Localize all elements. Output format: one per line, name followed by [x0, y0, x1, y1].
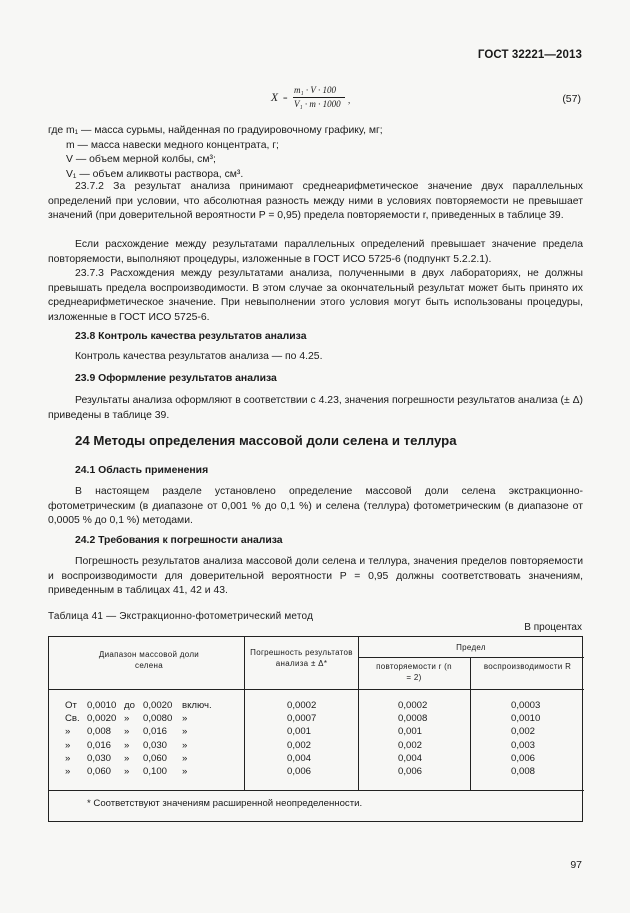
col-header-range: Диапазон массовой доли селена — [98, 650, 200, 670]
table-cell: » — [65, 726, 71, 738]
paragraph-23-7-3: 23.7.3 Расхождения между результатами анализа, полученными в двух лабораториях, не должны превышать предела воспроизводимости. В этом случае за окончательный результат может быть принято их среднеарифметическое значение. При невыполнении этого условия могут быть использованы процедуры, изложенные в ГОСТ ИСО 5725-6. — [48, 268, 583, 323]
table-cell: 0,0003 — [511, 700, 541, 711]
table-cell: 0,001 — [398, 726, 423, 738]
formula-numerator: m₁ · V · 100 — [294, 85, 336, 95]
heading-23-9: 23.9 Оформление результатов анализа — [75, 373, 277, 384]
table-cell: 0,001 — [287, 726, 312, 738]
table-cell: включ. — [182, 700, 212, 711]
table-cell: 0,0008 — [398, 713, 428, 725]
table-cell: » — [124, 739, 130, 751]
heading-24-2: 24.2 Требования к погрешности анализа — [75, 535, 283, 546]
def-m1: m₁ — масса сурьмы, найденная по градуировочному графику, мг; — [66, 125, 383, 136]
table-cell: 0,0020 — [87, 713, 117, 725]
table-cell: » — [124, 726, 130, 738]
paragraph-23-7-2: 23.7.2 За результат анализа принимают среднеарифметическое значение двух параллельных определений при условии, что абсолютная разность между ними в условиях повторяемости не превышает значений (при доверительной вероятности P = 0,95) предела повторяемости r, приведенных в таблице 39. — [48, 181, 583, 222]
table-cell: 0,030 — [143, 739, 168, 751]
table-cell: 0,006 — [287, 766, 312, 777]
table-cell: 0,0007 — [287, 713, 317, 725]
table-cell: 0,016 — [87, 739, 112, 751]
row-divider — [49, 790, 584, 791]
heading-24: 24 Методы определения массовой доли селена и теллура — [75, 433, 457, 448]
formula-57 — [0, 83, 630, 123]
table-cell: 0,003 — [511, 739, 536, 751]
table-cell: » — [182, 766, 188, 777]
formula-number: (57) — [562, 93, 581, 105]
table-cell: 0,006 — [511, 752, 536, 764]
paragraph-23-9: Результаты анализа оформляют в соответствии с 4.23, значения погрешности результатов анализа (± Δ) приведены в таблице 39. — [48, 395, 583, 421]
table-cell: 0,0020 — [143, 700, 173, 711]
table-cell: 0,006 — [398, 766, 423, 777]
heading-23-8: 23.8 Контроль качества результатов анализа — [75, 331, 307, 342]
def-m: m — масса навески медного концентрата, г; — [66, 140, 279, 151]
table-cell: » — [182, 713, 188, 725]
def-V1: V₁ — объем аликвоты раствора, см³. — [66, 169, 244, 180]
table-cell: От — [65, 700, 77, 711]
table-cell: » — [182, 726, 188, 738]
table-cell: 0,004 — [398, 752, 423, 764]
table-cell: 0,002 — [398, 739, 423, 751]
col-divider — [244, 637, 245, 790]
table-cell: 0,016 — [143, 726, 168, 738]
table-cell: 0,100 — [143, 766, 168, 777]
col-header-limit: Предел — [456, 643, 486, 652]
col-divider — [358, 637, 359, 790]
table-cell: » — [65, 752, 71, 764]
table-41 — [48, 636, 583, 822]
heading-24-1: 24.1 Область применения — [75, 465, 209, 476]
table-cell: » — [182, 752, 188, 764]
table-cell: 0,0002 — [398, 700, 428, 711]
page-number: 97 — [570, 859, 582, 871]
table-cell: 0,060 — [87, 766, 112, 777]
table-cell: » — [65, 766, 71, 777]
formula-comma: , — [348, 95, 351, 105]
table-cell: 0,008 — [87, 726, 112, 738]
def-V: V — объем мерной колбы, см³; — [66, 154, 216, 165]
table-caption: Таблица 41 — Экстракционно-фотометрический метод — [48, 611, 314, 622]
paragraph-exceed: Если расхождение между результатами параллельных определений превышает значение предела повторяемости, выполняют процедуры, изложенные в ГОСТ ИСО 5725-6 (подпункт 5.2.2.1). — [48, 239, 583, 265]
row-divider — [358, 657, 584, 658]
paragraph-24-1: В настоящем разделе установлено определение массовой доли селена экстракционно-фотометрическим (в диапазоне от 0,001 % до 0,1 %) и селена (теллура) фотометрическим (в диапазоне от 0,0005 % до 0,1 %) методами. — [48, 486, 583, 527]
row-divider — [49, 689, 584, 690]
table-cell: 0,0002 — [287, 700, 317, 711]
fraction-bar — [293, 97, 345, 98]
table-footnote: * Соответствуют значениям расширенной неопределенности. — [87, 798, 363, 809]
standard-header: ГОСТ 32221—2013 — [477, 49, 582, 61]
col-header-reproducibility: воспроизводимости R — [483, 662, 572, 671]
table-cell: 0,004 — [287, 752, 312, 764]
formula-equals: = — [283, 94, 288, 103]
formula-denominator: V₁ · m · 1000 — [294, 99, 341, 109]
table-cell: 0,0010 — [87, 700, 117, 711]
table-cell: » — [182, 739, 188, 751]
col-header-error: Погрешность результатов анализа ± Δ* — [250, 648, 353, 668]
table-cell: » — [124, 766, 130, 777]
table-cell: 0,060 — [143, 752, 168, 764]
formula-lhs: X — [271, 92, 279, 104]
table-unit: В процентах — [524, 622, 582, 633]
table-cell: 0,008 — [511, 766, 536, 777]
table-cell: » — [124, 713, 130, 725]
table-cell: 0,0010 — [511, 713, 541, 725]
table-cell: » — [65, 739, 71, 751]
table-cell: Св. — [65, 713, 80, 725]
col-divider — [470, 657, 471, 790]
paragraph-24-2: Погрешность результатов анализа массовой доли селена и теллура, значения пределов повторяемости и воспроизводимости для доверительной вероятности P = 0,95 должны соответствовать значениям, приведенным в таблицах 41, 42 и 43. — [48, 556, 583, 597]
table-cell: 0,0080 — [143, 713, 173, 725]
def-where: где — [48, 125, 64, 136]
table-cell: 0,030 — [87, 752, 112, 764]
table-cell: » — [124, 752, 130, 764]
table-cell: 0,002 — [511, 726, 536, 738]
col-header-repeatability: повторяемости r (n = 2) — [376, 662, 452, 682]
table-cell: 0,002 — [287, 739, 312, 751]
paragraph-23-8: Контроль качества результатов анализа — по 4.25. — [75, 351, 323, 362]
table-cell: до — [124, 700, 135, 711]
